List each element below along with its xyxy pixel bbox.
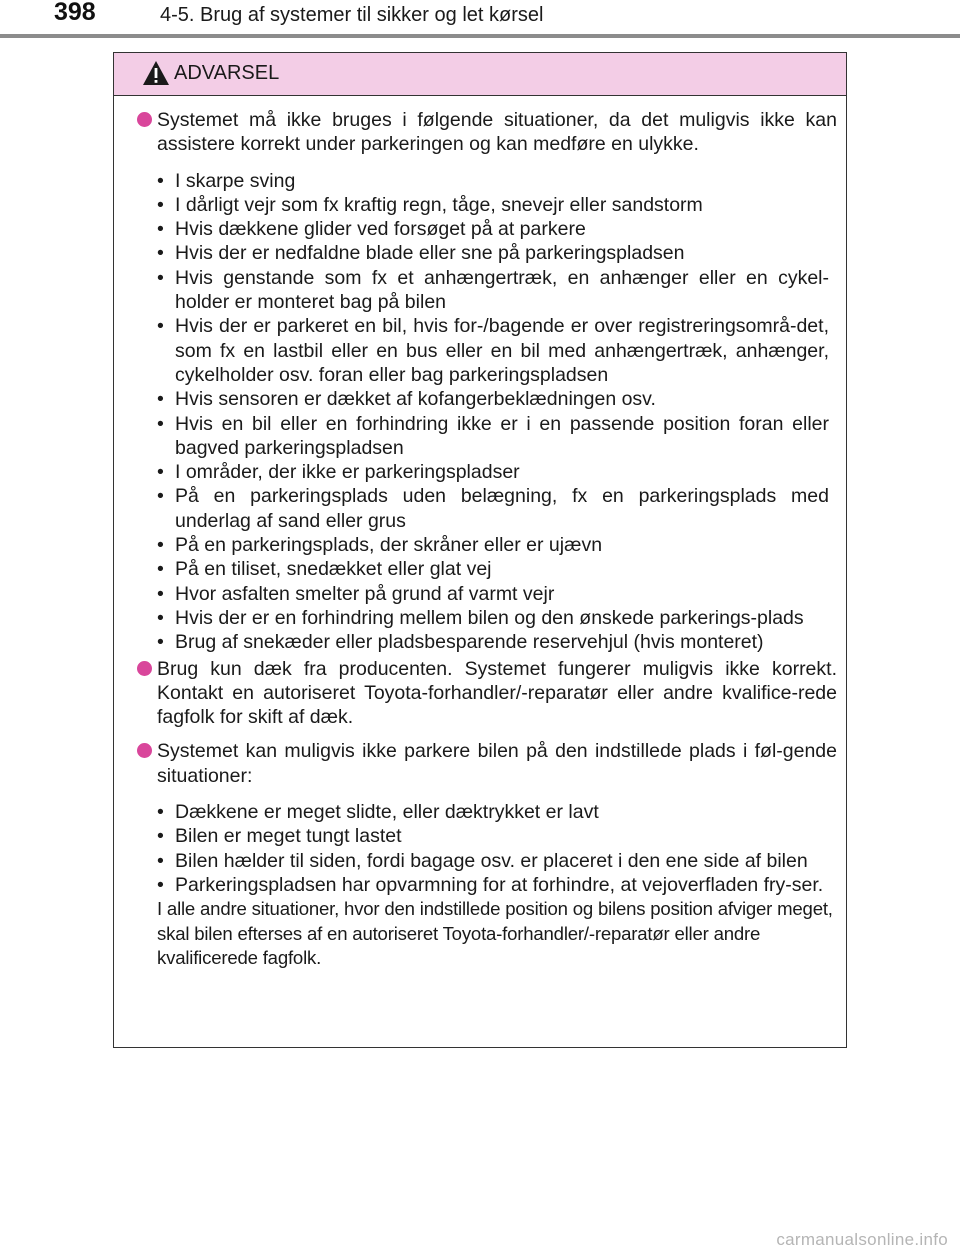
watermark: carmanualsonline.info (776, 1230, 948, 1249)
list-item: • Hvis der er en forhindring mellem bilen og den ønskede parkerings-plads (157, 606, 837, 630)
list-item: • Brug af snekæder eller pladsbesparende reservehjul (hvis monteret) (157, 630, 837, 654)
list-item: • Hvis genstande som fx et anhængertræk, en anhænger eller en cykel-holder er monteret bag på bilen (157, 266, 837, 315)
warning-paragraph (131, 108, 837, 157)
list-item: • Hvis en bil eller en forhindring ikke er i en passende position foran eller bagved parkeringspladsen (157, 412, 837, 461)
list-item: • På en parkeringsplads uden belægning, fx en parkeringsplads med underlag af sand eller grus (157, 484, 837, 533)
paragraph-text: Systemet kan muligvis ikke parkere bilen på den indstillede plads i føl-gende situationer: (157, 740, 837, 787)
list-item: • Hvis der er parkeret en bil, hvis for-/bagende er over registreringsområ-det, som fx en lastbil eller en bus eller en bil med anhængertræk, anhænger, cykelholder osv. foran eller bag parkeringspladsen (157, 314, 837, 387)
page-number: 398 (54, 0, 96, 26)
warning-paragraph (131, 739, 837, 788)
list-item: • Hvor asfalten smelter på grund af varmt vejr (157, 582, 837, 606)
bullet-dot-icon (137, 743, 152, 758)
warning-header (114, 53, 846, 96)
list-item: • Bilen er meget tungt lastet (157, 824, 837, 848)
list-item: • Hvis sensoren er dækket af kofangerbeklædningen osv. (157, 387, 837, 411)
list-item: • Hvis dækkene glider ved forsøget på at parkere (157, 217, 837, 241)
situation-list (131, 800, 837, 897)
bullet-dot-icon (137, 661, 152, 676)
warning-box (113, 52, 847, 1048)
warning-body (114, 96, 846, 970)
list-item: • I skarpe sving (157, 169, 837, 193)
warning-triangle-icon (142, 60, 170, 86)
situation-list (131, 169, 837, 655)
list-item: • I dårligt vejr som fx kraftig regn, tåge, snevejr eller sandstorm (157, 193, 837, 217)
list-item: • Dækkene er meget slidte, eller dæktrykket er lavt (157, 800, 837, 824)
list-item: • På en parkeringsplads, der skråner eller er ujævn (157, 533, 837, 557)
paragraph-text: Systemet må ikke bruges i følgende situationer, da det muligvis ikke kan assistere korrekt under parkeringen og kan medføre en ulykke. (157, 109, 837, 156)
list-item: • Hvis der er nedfaldne blade eller sne på parkeringspladsen (157, 241, 837, 265)
closing-note: I alle andre situationer, hvor den indstillede position og bilens position afviger meget, skal bilen efterses af en autoriseret Toyota-forhandler/-reparatør eller andre kvalificerede fagfolk. (157, 898, 833, 968)
list-item: • Parkeringspladsen har opvarmning for at forhindre, at vejoverfladen fry-ser. (157, 873, 837, 897)
list-item: • I områder, der ikke er parkeringspladser (157, 460, 837, 484)
header-divider (0, 34, 960, 38)
warning-title: ADVARSEL (174, 62, 280, 84)
paragraph-text: Brug kun dæk fra producenten. Systemet fungerer muligvis ikke korrekt. Kontakt en autoriseret Toyota-forhandler/-reparatør eller andre kvalifice-rede fagfolk for skift af dæk. (157, 657, 837, 729)
page-header (0, 0, 960, 40)
spacer (131, 729, 837, 739)
warning-paragraph (131, 657, 837, 730)
list-item: • På en tiliset, snedækket eller glat vej (157, 557, 837, 581)
list-item: • Bilen hælder til siden, fordi bagage osv. er placeret i den ene side af bilen (157, 849, 837, 873)
section-title: 4-5. Brug af systemer til sikker og let kørsel (160, 4, 544, 26)
bullet-dot-icon (137, 112, 152, 127)
